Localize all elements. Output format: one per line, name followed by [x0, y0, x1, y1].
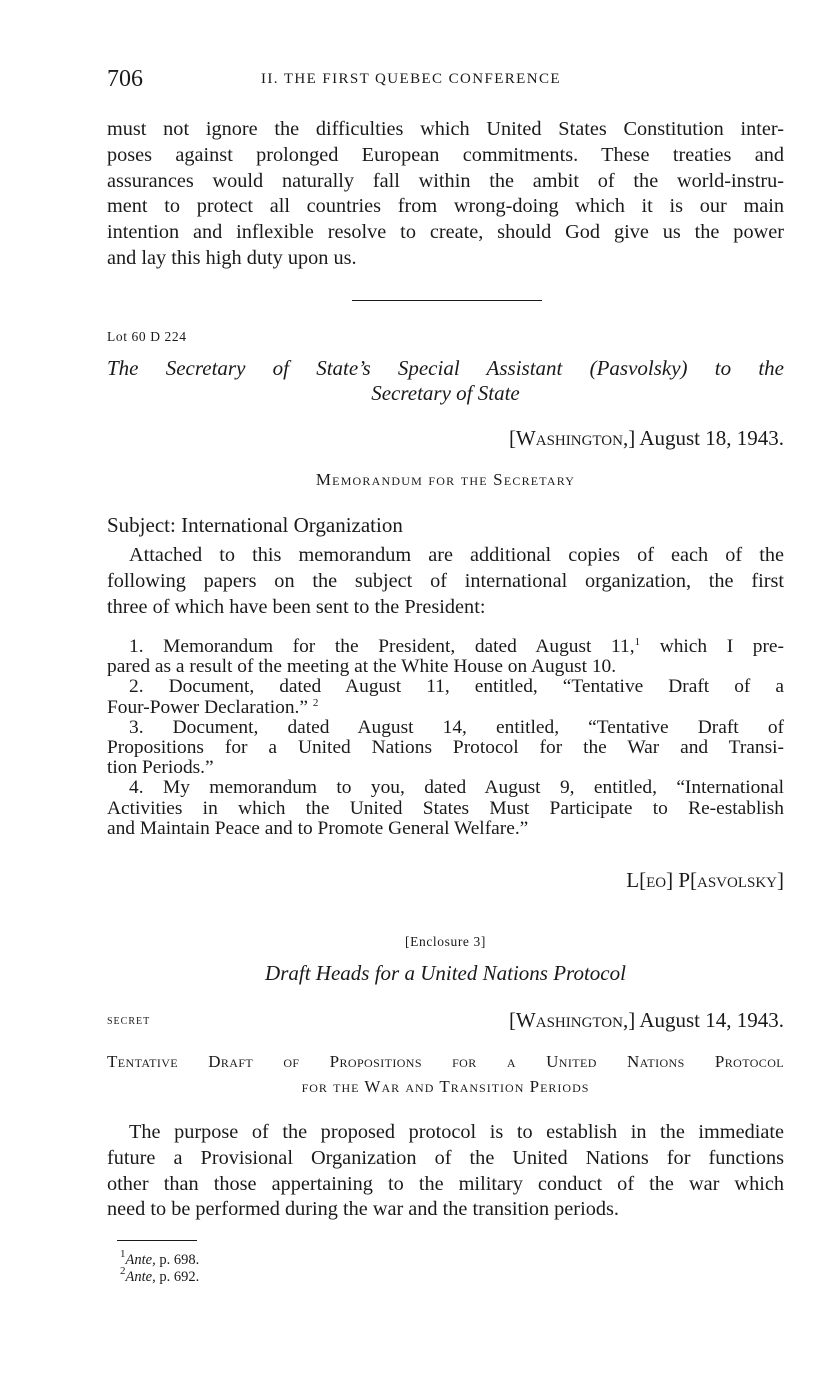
list-item-line: Activities in which the United States Must Participate to Re-establish [107, 797, 784, 819]
text-line: intention and inflexible resolve to create, should God give us the power [107, 221, 784, 244]
file-reference: Lot 60 D 224 [107, 329, 187, 344]
list-item-line: and Maintain Peace and to Promote General Welfare.” [107, 817, 529, 839]
memo-body [107, 543, 784, 620]
list-item: 4. My memorandum to you, dated August 9, entitled, “International [129, 777, 784, 799]
page-header [107, 66, 784, 96]
enclosure-heading-line-1: Tentative Draft of Propositions for a United Nations Protocol [107, 1052, 784, 1071]
dateline-date: August 18, 1943. [639, 426, 784, 450]
enclosure-dateline [400, 1008, 784, 1033]
document-title-line-2: Secretary of State [371, 381, 520, 405]
page-number: 706 [107, 66, 143, 92]
list-item-line: pared as a result of the meeting at the White House on August 10. [107, 656, 617, 678]
text-line: must not ignore the difficulties which United States Constitution inter- [107, 118, 784, 140]
document-title-line-1: The Secretary of State’s Special Assistant (Pasvolsky) to the [107, 356, 784, 380]
enclosure-title: Draft Heads for a United Nations Protocol [265, 961, 626, 985]
dateline-place: [Washington,] [508, 426, 636, 450]
dateline-date: August 14, 1943. [639, 1008, 784, 1032]
list-item: 1. Memorandum for the President, dated August 11,$^1$ which I pre- [129, 636, 785, 657]
text-line: future a Provisional Organization of the United Nations for functions [107, 1146, 784, 1169]
footnote-ref: 1 [634, 636, 641, 648]
enclosure-label: [Enclosure 3] [405, 934, 486, 949]
text-line: three of which have been sent to the President: [107, 595, 486, 618]
text-line: and lay this high duty upon us. [107, 246, 357, 269]
list-item-line: Four-Power Declaration.” $^2$ [107, 696, 319, 718]
dateline-place: [Washington,] [508, 1008, 636, 1032]
footnotes [120, 1248, 200, 1285]
text-line: need to be performed during the war and the transition periods. [107, 1198, 619, 1221]
list-item-line: Propositions for a United Nations Protocol for the War and Transi- [107, 737, 784, 759]
intro-paragraph [107, 117, 784, 272]
text-line: assurances would naturally fall within the ambit of the world-instru- [107, 169, 784, 192]
list-item-line: tion Periods.” [107, 757, 214, 779]
dateline [107, 426, 784, 451]
footnote-ref: 2 [312, 696, 319, 709]
text-line: poses against prolonged European commitments. These treaties and [107, 143, 784, 166]
list-item: 3. Document, dated August 14, entitled, “Tentative Draft of [129, 716, 784, 738]
signature: L[eo] P[asvolsky] [626, 868, 784, 892]
text-line: following papers on the subject of international organization, the first [107, 569, 784, 592]
enclosure-body [107, 1120, 784, 1223]
footnote: $^2$Ante, p. 692. [120, 1264, 200, 1285]
memo-heading: Memorandum for the Secretary [315, 470, 576, 489]
memo-subject: Subject: International Organization [107, 513, 403, 537]
text-line: The purpose of the proposed protocol is to establish in the immediate [129, 1121, 784, 1143]
text-line: ment to protect all countries from wrong-doing which it is our main [107, 195, 784, 218]
classification: secret [107, 1013, 151, 1028]
footnote-divider [117, 1240, 197, 1241]
list-item: 2. Document, dated August 11, entitled, “Tentative Draft of a [129, 676, 784, 698]
footnote: $^1$Ante, p. 698. [120, 1248, 200, 1268]
enclosure-heading-line-2: for the War and Transition Periods [301, 1077, 590, 1096]
text-line: Attached to this memorandum are additional copies of each of the [129, 544, 784, 566]
running-head: II. THE FIRST QUEBEC CONFERENCE [261, 71, 561, 87]
text-line: other than those appertaining to the military conduct of the war which [107, 1172, 784, 1195]
section-divider [352, 300, 542, 301]
enclosure-list [107, 637, 784, 839]
